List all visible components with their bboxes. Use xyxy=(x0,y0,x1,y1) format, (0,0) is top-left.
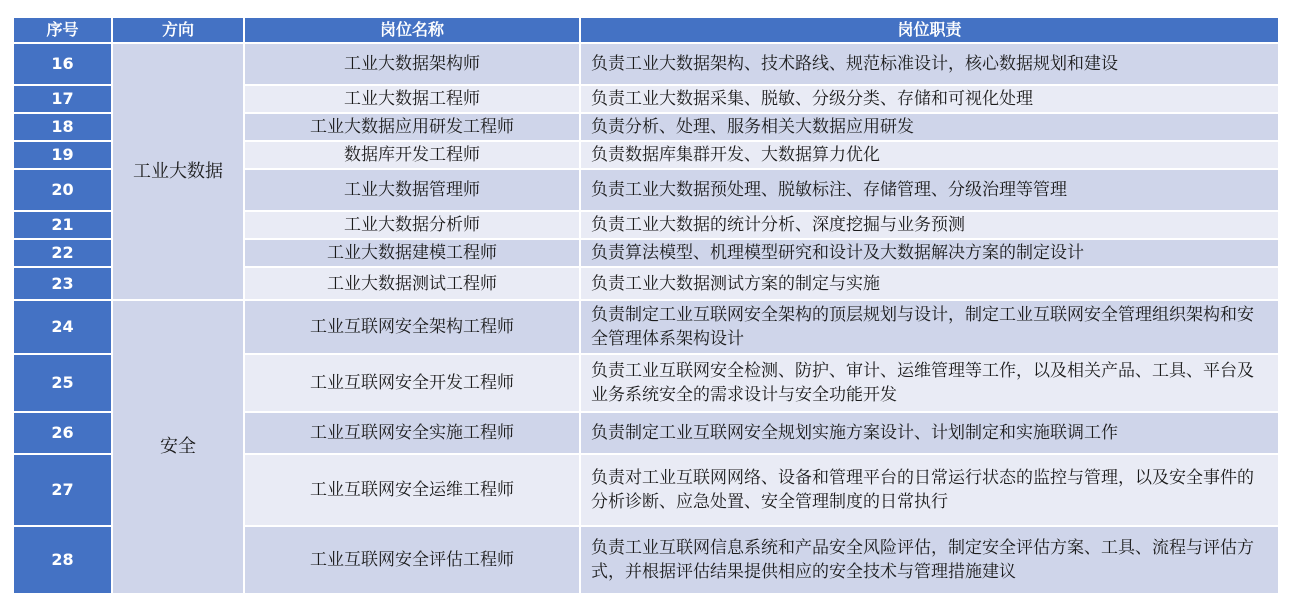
row-number: 24 xyxy=(14,301,111,353)
position-duty: 负责工业大数据架构、技术路线、规范标准设计，核心数据规划和建设 xyxy=(581,44,1278,84)
position-title: 工业大数据工程师 xyxy=(245,86,579,112)
row-number: 20 xyxy=(14,170,111,210)
row-number: 19 xyxy=(14,142,111,168)
row-number: 18 xyxy=(14,114,111,140)
position-duty: 负责工业大数据的统计分析、深度挖掘与业务预测 xyxy=(581,212,1278,238)
position-duty: 负责对工业互联网网络、设备和管理平台的日常运行状态的监控与管理，以及安全事件的分析诊断、应急处置、安全管理制度的日常执行 xyxy=(581,455,1278,525)
position-duty: 负责算法模型、机理模型研究和设计及大数据解决方案的制定设计 xyxy=(581,240,1278,266)
row-number: 25 xyxy=(14,355,111,411)
row-number: 21 xyxy=(14,212,111,238)
position-title: 数据库开发工程师 xyxy=(245,142,579,168)
position-duty: 负责制定工业互联网安全架构的顶层规划与设计，制定工业互联网安全管理组织架构和安全管理体系架构设计 xyxy=(581,301,1278,353)
row-number: 27 xyxy=(14,455,111,525)
direction-cell: 工业大数据 xyxy=(113,44,243,299)
position-duty: 负责数据库集群开发、大数据算力优化 xyxy=(581,142,1278,168)
header-no: 序号 xyxy=(14,18,111,42)
position-title: 工业大数据测试工程师 xyxy=(245,268,579,299)
position-title: 工业大数据管理师 xyxy=(245,170,579,210)
row-number: 22 xyxy=(14,240,111,266)
position-title: 工业大数据建模工程师 xyxy=(245,240,579,266)
header-row xyxy=(14,18,1278,42)
position-title: 工业大数据架构师 xyxy=(245,44,579,84)
position-title: 工业互联网安全开发工程师 xyxy=(245,355,579,411)
positions-table xyxy=(12,16,1280,595)
position-duty: 负责工业大数据预处理、脱敏标注、存储管理、分级治理等管理 xyxy=(581,170,1278,210)
position-duty: 负责工业互联网信息系统和产品安全风险评估，制定安全评估方案、工具、流程与评估方式，并根据评估结果提供相应的安全技术与管理措施建议 xyxy=(581,527,1278,593)
table-row xyxy=(14,301,1278,353)
position-title: 工业互联网安全架构工程师 xyxy=(245,301,579,353)
position-title: 工业大数据应用研发工程师 xyxy=(245,114,579,140)
position-duty: 负责制定工业互联网安全规划实施方案设计、计划制定和实施联调工作 xyxy=(581,413,1278,453)
position-title: 工业互联网安全运维工程师 xyxy=(245,455,579,525)
row-number: 26 xyxy=(14,413,111,453)
position-duty: 负责分析、处理、服务相关大数据应用研发 xyxy=(581,114,1278,140)
row-number: 16 xyxy=(14,44,111,84)
header-direction: 方向 xyxy=(113,18,243,42)
position-title: 工业互联网安全实施工程师 xyxy=(245,413,579,453)
row-number: 28 xyxy=(14,527,111,593)
position-duty: 负责工业大数据采集、脱敏、分级分类、存储和可视化处理 xyxy=(581,86,1278,112)
row-number: 17 xyxy=(14,86,111,112)
table-row xyxy=(14,44,1278,84)
position-title: 工业大数据分析师 xyxy=(245,212,579,238)
position-duty: 负责工业大数据测试方案的制定与实施 xyxy=(581,268,1278,299)
row-number: 23 xyxy=(14,268,111,299)
direction-cell: 安全 xyxy=(113,301,243,593)
header-position: 岗位名称 xyxy=(245,18,579,42)
position-title: 工业互联网安全评估工程师 xyxy=(245,527,579,593)
header-duty: 岗位职责 xyxy=(581,18,1278,42)
position-duty: 负责工业互联网安全检测、防护、审计、运维管理等工作，以及相关产品、工具、平台及业务系统安全的需求设计与安全功能开发 xyxy=(581,355,1278,411)
